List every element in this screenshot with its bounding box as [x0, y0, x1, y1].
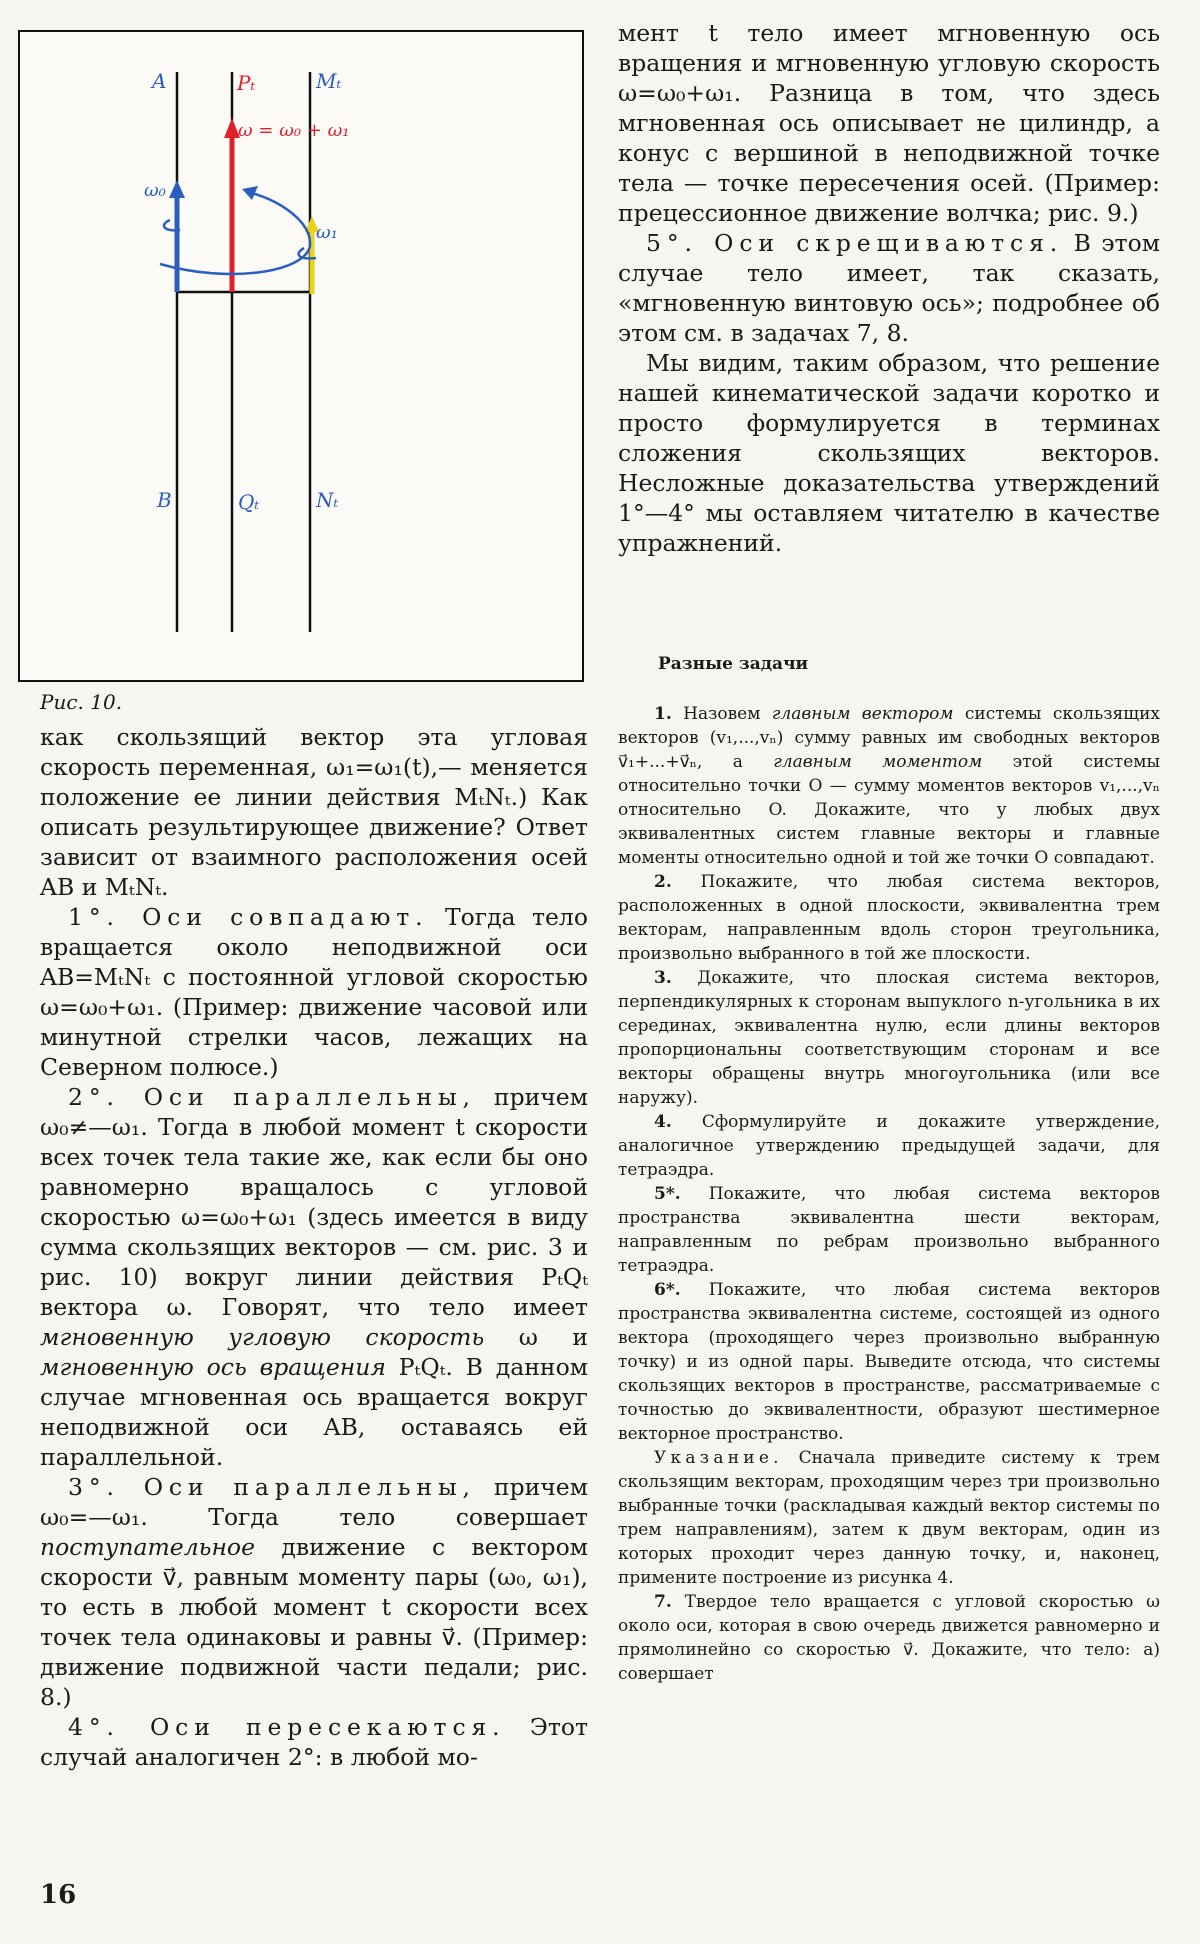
label-b: B	[157, 488, 172, 512]
hint-heading: Указание.	[654, 1448, 783, 1468]
problem-4-number: 4.	[654, 1112, 672, 1132]
problem-7	[618, 1590, 1160, 1686]
case-4-body: Этот случай аналогичен 2°: в любой мо-	[40, 1713, 589, 1771]
case-2-italic-2: мгновенную ось вращения	[40, 1353, 386, 1381]
problem-7-text: Твердое тело вращается с угловой скоростью ω около оси, которая в свою очередь движется равномерно и прямолинейно со скоростью v⃗. Докажите, что тело: а) совершает	[618, 1592, 1160, 1684]
label-qt: Qₜ	[238, 490, 260, 514]
case-5-heading: 5°. Оси скрещиваются.	[646, 229, 1064, 257]
label-nt: Nₜ	[316, 488, 339, 512]
problem-3-text: Докажите, что плоская система векторов, перпендикулярных к сторонам выпуклого n-угольника в их серединах, эквивалентна нулю, если длины векторов пропорциональны соответствующим сторонам и все векторы обращены внутрь многоугольника (или все наружу).	[618, 968, 1160, 1108]
case-2-body-a: причем ω₀≠—ω₁. Тогда в любой момент t скорости всех точек тела такие же, как если бы оно равномерно вращалось с угловой скоростью ω=ω₀+ω₁ (здесь имеется в виду сумма скользящих векторов — см. рис. 3 и рис. 10) вокруг линии действия PₜQₜ вектора ω. Говорят, что тело имеет	[40, 1083, 588, 1321]
case-3-body-a: причем ω₀=—ω₁. Тогда тело совершает	[40, 1473, 588, 1531]
case-2-heading: 2°. Оси параллельны,	[68, 1083, 476, 1111]
left-column	[40, 722, 588, 1772]
problem-2	[618, 870, 1160, 966]
problem-1-text-b: системы скользящих векторов (v₁,...,vₙ) сумму равных им свободных векторов v⃗₁+...+v⃗ₙ, а	[618, 704, 1160, 772]
section-title: Разные задачи	[658, 654, 809, 674]
figure-caption: Рис. 10.	[40, 690, 123, 714]
case-3-italic: поступательное	[40, 1533, 255, 1561]
right-paragraph-3: Мы видим, таким образом, что решение нашей кинематической задачи коротко и просто формулируется в терминах сложения скользящих векторов. Несложные доказательства утверждений 1°—4° мы оставляем читателю в качестве упражнений.	[618, 349, 1160, 557]
problem-7-number: 7.	[654, 1592, 672, 1612]
case-4	[40, 1712, 588, 1772]
case-3	[40, 1472, 588, 1712]
case-2-italic-1: мгновенную угловую скорость	[40, 1323, 485, 1351]
problem-1-number: 1.	[654, 704, 672, 724]
problem-4	[618, 1110, 1160, 1182]
problem-2-number: 2.	[654, 872, 672, 892]
problem-1-italic-2: главным моментом	[773, 752, 983, 772]
case-5-body: В этом случае тело имеет, так сказать, «мгновенную винтовую ось»; подробнее об этом см. в задачах 7, 8.	[618, 229, 1160, 347]
label-pt: Pₜ	[237, 71, 256, 95]
problem-5-number: 5*.	[654, 1184, 681, 1204]
problem-5-text: Покажите, что любая система векторов пространства эквивалентна шести векторам, направленным по ребрам произвольно выбранного тетраэдра.	[618, 1184, 1160, 1276]
problem-5	[618, 1182, 1160, 1278]
case-1-heading: 1°. Оси совпадают.	[68, 903, 429, 931]
left-paragraph-1: как скользящий вектор эта угловая скорость переменная, ω₁=ω₁(t),— меняется положение ее линии действия MₜNₜ.) Как описать результирующее движение? Ответ зависит от взаимного расположения осей AB и MₜNₜ.	[40, 723, 588, 901]
right-column	[618, 18, 1160, 558]
problem-2-text: Покажите, что любая система векторов, расположенных в одной плоскости, эквивалентна трем векторам, направленным вдоль сторон треугольника, произвольно выбранного в той же плоскости.	[618, 872, 1160, 964]
case-3-body-b: движение с вектором скорости v⃗, равным моменту пары (ω₀, ω₁), то есть в любой момент t скорости всех точек тела одинаковы и равны v⃗. (Пример: движение подвижной части педали; рис. 8.)	[40, 1533, 588, 1711]
problem-3	[618, 966, 1160, 1110]
label-a: A	[152, 69, 167, 93]
problem-6-hint	[618, 1446, 1160, 1590]
case-2	[40, 1082, 588, 1472]
case-2-body-b: ω и	[484, 1323, 589, 1351]
page-number: 16	[40, 1880, 77, 1910]
problem-6-number: 6*.	[654, 1280, 681, 1300]
problem-6	[618, 1278, 1160, 1446]
figure-10-diagram	[20, 32, 582, 680]
problem-1-text-c: этой системы относительно точки O — сумму моментов векторов v₁,...,vₙ относительно O. Докажите, что у любых двух эквивалентных систем главные векторы и главные моменты относительно одной и той же точки O совпадают.	[618, 752, 1161, 868]
label-mt: Mₜ	[316, 69, 342, 93]
problem-6-text: Покажите, что любая система векторов пространства эквивалентна системе, состоящей из одного вектора (проходящего через произвольно выбранную точку) и из одной пары. Выведите отсюда, что системы скользящих векторов в пространстве, рассматриваемые с точностью до эквивалентности, образуют шестимерное векторное пространство.	[618, 1280, 1160, 1444]
problem-1	[618, 702, 1160, 870]
right-paragraph-1: мент t тело имеет мгновенную ось вращения и мгновенную угловую скорость ω=ω₀+ω₁. Разница в том, что здесь мгновенная ось описывает не цилиндр, а конус с вершиной в неподвижной точке тела — точке пересечения осей. (Пример: прецессионное движение волчка; рис. 9.)	[618, 19, 1160, 227]
label-omega-sum: ω = ω₀ + ω₁	[238, 120, 350, 141]
case-1-body: Тогда тело вращается около неподвижной оси AB=MₜNₜ с постоянной угловой скоростью ω=ω₀+ω₁. (Пример: движение часовой или минутной стрелки часов, лежащих на Северном полюсе.)	[40, 903, 588, 1081]
label-omega1: ω₁	[316, 222, 338, 243]
rotation-arc	[160, 192, 310, 274]
hint-text: Сначала приведите систему к трем скользящим векторам, проходящим через три произвольно выбранные точки (раскладывая каждый вектор системы по трем направлениям), затем к двум векторам, один из которых проходит через данную точку, и, наконец, примените построение из рисунка 4.	[618, 1448, 1160, 1588]
problem-3-number: 3.	[654, 968, 672, 988]
case-4-heading: 4°. Оси пересекаются.	[68, 1713, 506, 1741]
omega0-arrowhead	[169, 180, 185, 198]
problem-1-italic-1: главным вектором	[771, 704, 954, 724]
figure-10	[18, 30, 584, 682]
problem-1-text-a: Назовем	[671, 704, 772, 724]
problems-list	[618, 702, 1160, 1686]
case-2-body-c: PₜQₜ. В данном случае мгновенная ось вращается вокруг неподвижной оси AB, оставаясь ей параллельной.	[40, 1353, 588, 1471]
label-omega0: ω₀	[144, 180, 166, 201]
problem-4-text: Сформулируйте и докажите утверждение, аналогичное утверждению предыдущей задачи, для тетраэдра.	[618, 1112, 1160, 1180]
case-5	[618, 228, 1160, 348]
case-1	[40, 902, 588, 1082]
case-3-heading: 3°. Оси параллельны,	[68, 1473, 476, 1501]
